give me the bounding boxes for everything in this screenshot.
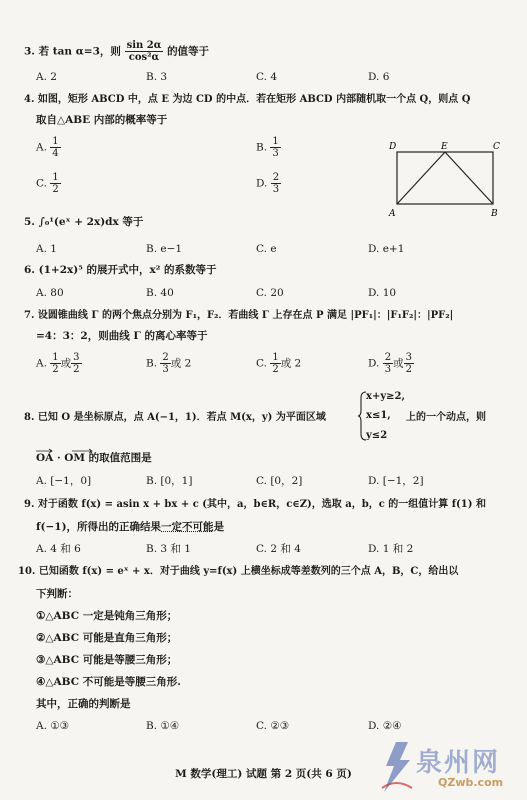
watermark-text: 泉州网 (416, 748, 501, 778)
q8-brace-line3: y≤2 (366, 430, 388, 441)
q7-d-or: 或 (393, 357, 404, 370)
watermark-sub: QZwb.com (438, 776, 504, 789)
q7-b-or: 或 2 (170, 357, 192, 370)
q8-option-d: D. [−1，2] (368, 475, 424, 487)
q9-option-c: C. 2 和 4 (256, 543, 301, 555)
q7-line1: 7. 设圆锥曲线 Γ 的两个焦点分别为 F₁，F₂．若曲线 Γ 上存在点 P 满足 |PF₁|：|F₁F₂|：|PF₂| (24, 310, 454, 321)
q3-option-d: D. 6 (368, 71, 390, 83)
watermark-logo (376, 738, 524, 798)
q7-d-n1: 2 (384, 352, 392, 363)
q7-c-or: 或 2 (280, 357, 302, 370)
q10-judgement-1: ①△ABC 一定是钝角三角形； (36, 610, 178, 622)
q10-option-c: C. ②③ (256, 720, 290, 732)
q6-stem: 6. (1+2x)⁵ 的展开式中，x² 的系数等于 (24, 264, 217, 276)
q3-frac-num: sin 2α (126, 40, 162, 51)
q9-line1: 9. 对于函数 f(x) = asin x + bx + c (其中，a，b∈R，c∈Z)，选取 a，b，c 的一组值计算 f(1) 和 (24, 499, 486, 510)
q8-line1: 8. 已知 O 是坐标原点，点 A(−1，1)．若点 M(x，y) 为平面区域 (24, 412, 326, 423)
q4-a-frac (50, 136, 60, 159)
q4-b-num: 1 (272, 136, 279, 147)
q7-d-label: D. (368, 357, 380, 370)
q7-c-label: C. (256, 357, 267, 370)
fig-label-a: A (389, 209, 396, 219)
q4-d-label: D. (256, 177, 268, 190)
q4-c-frac (50, 172, 60, 195)
q4-a-label: A. (36, 141, 47, 154)
q7-b-n1: 2 (162, 352, 169, 363)
q4-option-c (36, 172, 61, 195)
q6-option-a: A. 80 (36, 287, 64, 299)
q4-c-label: C. (36, 177, 47, 190)
q6-option-d: D. 10 (368, 287, 397, 299)
q3-stem-end: 的值等于 (167, 45, 210, 58)
fig-label-e: E (441, 142, 448, 152)
q5-option-c: C. e (256, 243, 277, 255)
q4-option-b (256, 136, 281, 159)
watermark-emblem-icon (376, 738, 416, 796)
q5-option-b: B. e−1 (146, 243, 183, 255)
q8-option-c: C. [0，2] (256, 475, 303, 487)
q9-line2c: 是 (213, 521, 225, 533)
q4-option-a (36, 136, 61, 159)
q4-b-den: 3 (272, 148, 279, 159)
q10-judgement-2: ②△ABC 可能是直角三角形； (36, 632, 178, 644)
q8-brace-line2: x≤1, (366, 410, 391, 421)
q7-a-frac1 (50, 352, 60, 375)
q7-d-n2: 3 (405, 352, 412, 363)
q3-option-a: A. 2 (36, 71, 57, 83)
q4-option-d (256, 172, 281, 195)
q4-d-num: 2 (272, 172, 280, 183)
q10-judgement-4: ④△ABC 不可能是等腰三角形. (36, 676, 181, 688)
q9-option-b: B. 3 和 1 (146, 543, 191, 555)
q3-option-b: B. 3 (146, 71, 168, 83)
q3-fraction (125, 40, 164, 63)
q7-d-frac2 (404, 352, 414, 375)
q4-b-frac (270, 136, 280, 159)
q7-line2: =4：3：2，则曲线 Γ 的离心率等于 (36, 330, 208, 342)
q8-option-b: B. [0，1] (146, 475, 193, 487)
q10-option-a: A. ①③ (36, 720, 70, 732)
q4-d-frac (271, 172, 281, 195)
q4-c-num: 1 (52, 172, 59, 183)
q7-a-d2: 2 (73, 364, 80, 375)
q5-option-d: D. e+1 (368, 243, 405, 255)
q8-line2: OA · OM 的取值范围是 (36, 452, 152, 464)
q4-b-label: B. (256, 141, 268, 154)
q7-option-a (36, 352, 82, 375)
q7-a-n2: 3 (73, 352, 80, 363)
q3-stem-text: 3. 若 tan α=3，则 (24, 45, 121, 58)
q10-line2: 下判断： (36, 588, 78, 600)
q7-a-n1: 1 (52, 352, 59, 363)
q7-a-or: 或 (60, 357, 72, 370)
q4-a-num: 1 (52, 136, 59, 147)
fig-label-d: D (389, 142, 397, 152)
q9-emphasis: 一定不可能 (161, 521, 214, 533)
q7-c-frac1 (270, 352, 280, 375)
q6-option-c: C. 20 (256, 287, 284, 299)
q9-option-a: A. 4 和 6 (36, 543, 81, 555)
q4-line2: 取自△ABE 内部的概率等于 (36, 114, 168, 126)
q4-line1: 4. 如图，矩形 ABCD 中，点 E 为边 CD 的中点．若在矩形 ABCD 内部随机取一个点 Q，则点 Q (24, 94, 471, 105)
q7-c-n1: 1 (272, 352, 279, 363)
q7-c-d1: 2 (272, 364, 279, 375)
q9-option-d: D. 1 和 2 (368, 543, 414, 555)
page-footer: M 数学(理工) 试题 第 2 页(共 6 页) (175, 768, 352, 780)
fig-label-b: B (491, 209, 498, 219)
q3-stem (24, 40, 209, 63)
q4-d-den: 3 (272, 184, 280, 195)
q7-d-d1: 3 (384, 364, 392, 375)
q3-frac-den: cos²α (128, 52, 160, 63)
q7-a-frac2 (71, 352, 81, 375)
q8-option-a: A. [−1，0] (36, 475, 92, 487)
q9-line2 (36, 521, 224, 533)
q8-brace-line1: x+y≥2, (366, 391, 405, 402)
q7-d-frac1 (383, 352, 393, 375)
q7-a-d1: 2 (52, 364, 59, 375)
q7-b-frac1 (160, 352, 170, 375)
q7-a-label: A. (36, 357, 47, 370)
q4-c-den: 2 (52, 184, 59, 195)
q7-option-d (368, 352, 414, 375)
fig-label-c: C (493, 142, 500, 152)
q7-option-b (146, 352, 191, 375)
q7-d-d2: 2 (405, 364, 412, 375)
q7-b-d1: 3 (162, 364, 169, 375)
q4-a-den: 4 (52, 148, 59, 159)
q10-option-d: D. ②④ (368, 720, 402, 732)
q9-line2a: f(−1)，所得出的正确结果 (36, 521, 162, 533)
q5-stem: 5. ∫₀¹(eˣ + 2x)dx 等于 (24, 216, 144, 228)
q7-option-c (256, 352, 301, 375)
q10-line7: 其中，正确的判断是 (36, 698, 131, 710)
q10-option-b: B. ①④ (146, 720, 180, 732)
q6-option-b: B. 40 (146, 287, 174, 299)
q7-b-label: B. (146, 357, 158, 370)
q5-option-a: A. 1 (36, 243, 57, 255)
q8-line1-end: 上的一个动点，则 (406, 412, 486, 423)
q10-judgement-3: ③△ABC 可能是等腰三角形； (36, 654, 178, 666)
q4-rectangle-figure (385, 140, 505, 220)
q10-line1: 10. 已知函数 f(x) = eˣ + x．对于曲线 y=f(x) 上横坐标成等差数列的三个点 A，B，C，给出以 (18, 566, 459, 577)
q3-option-c: C. 4 (256, 71, 278, 83)
